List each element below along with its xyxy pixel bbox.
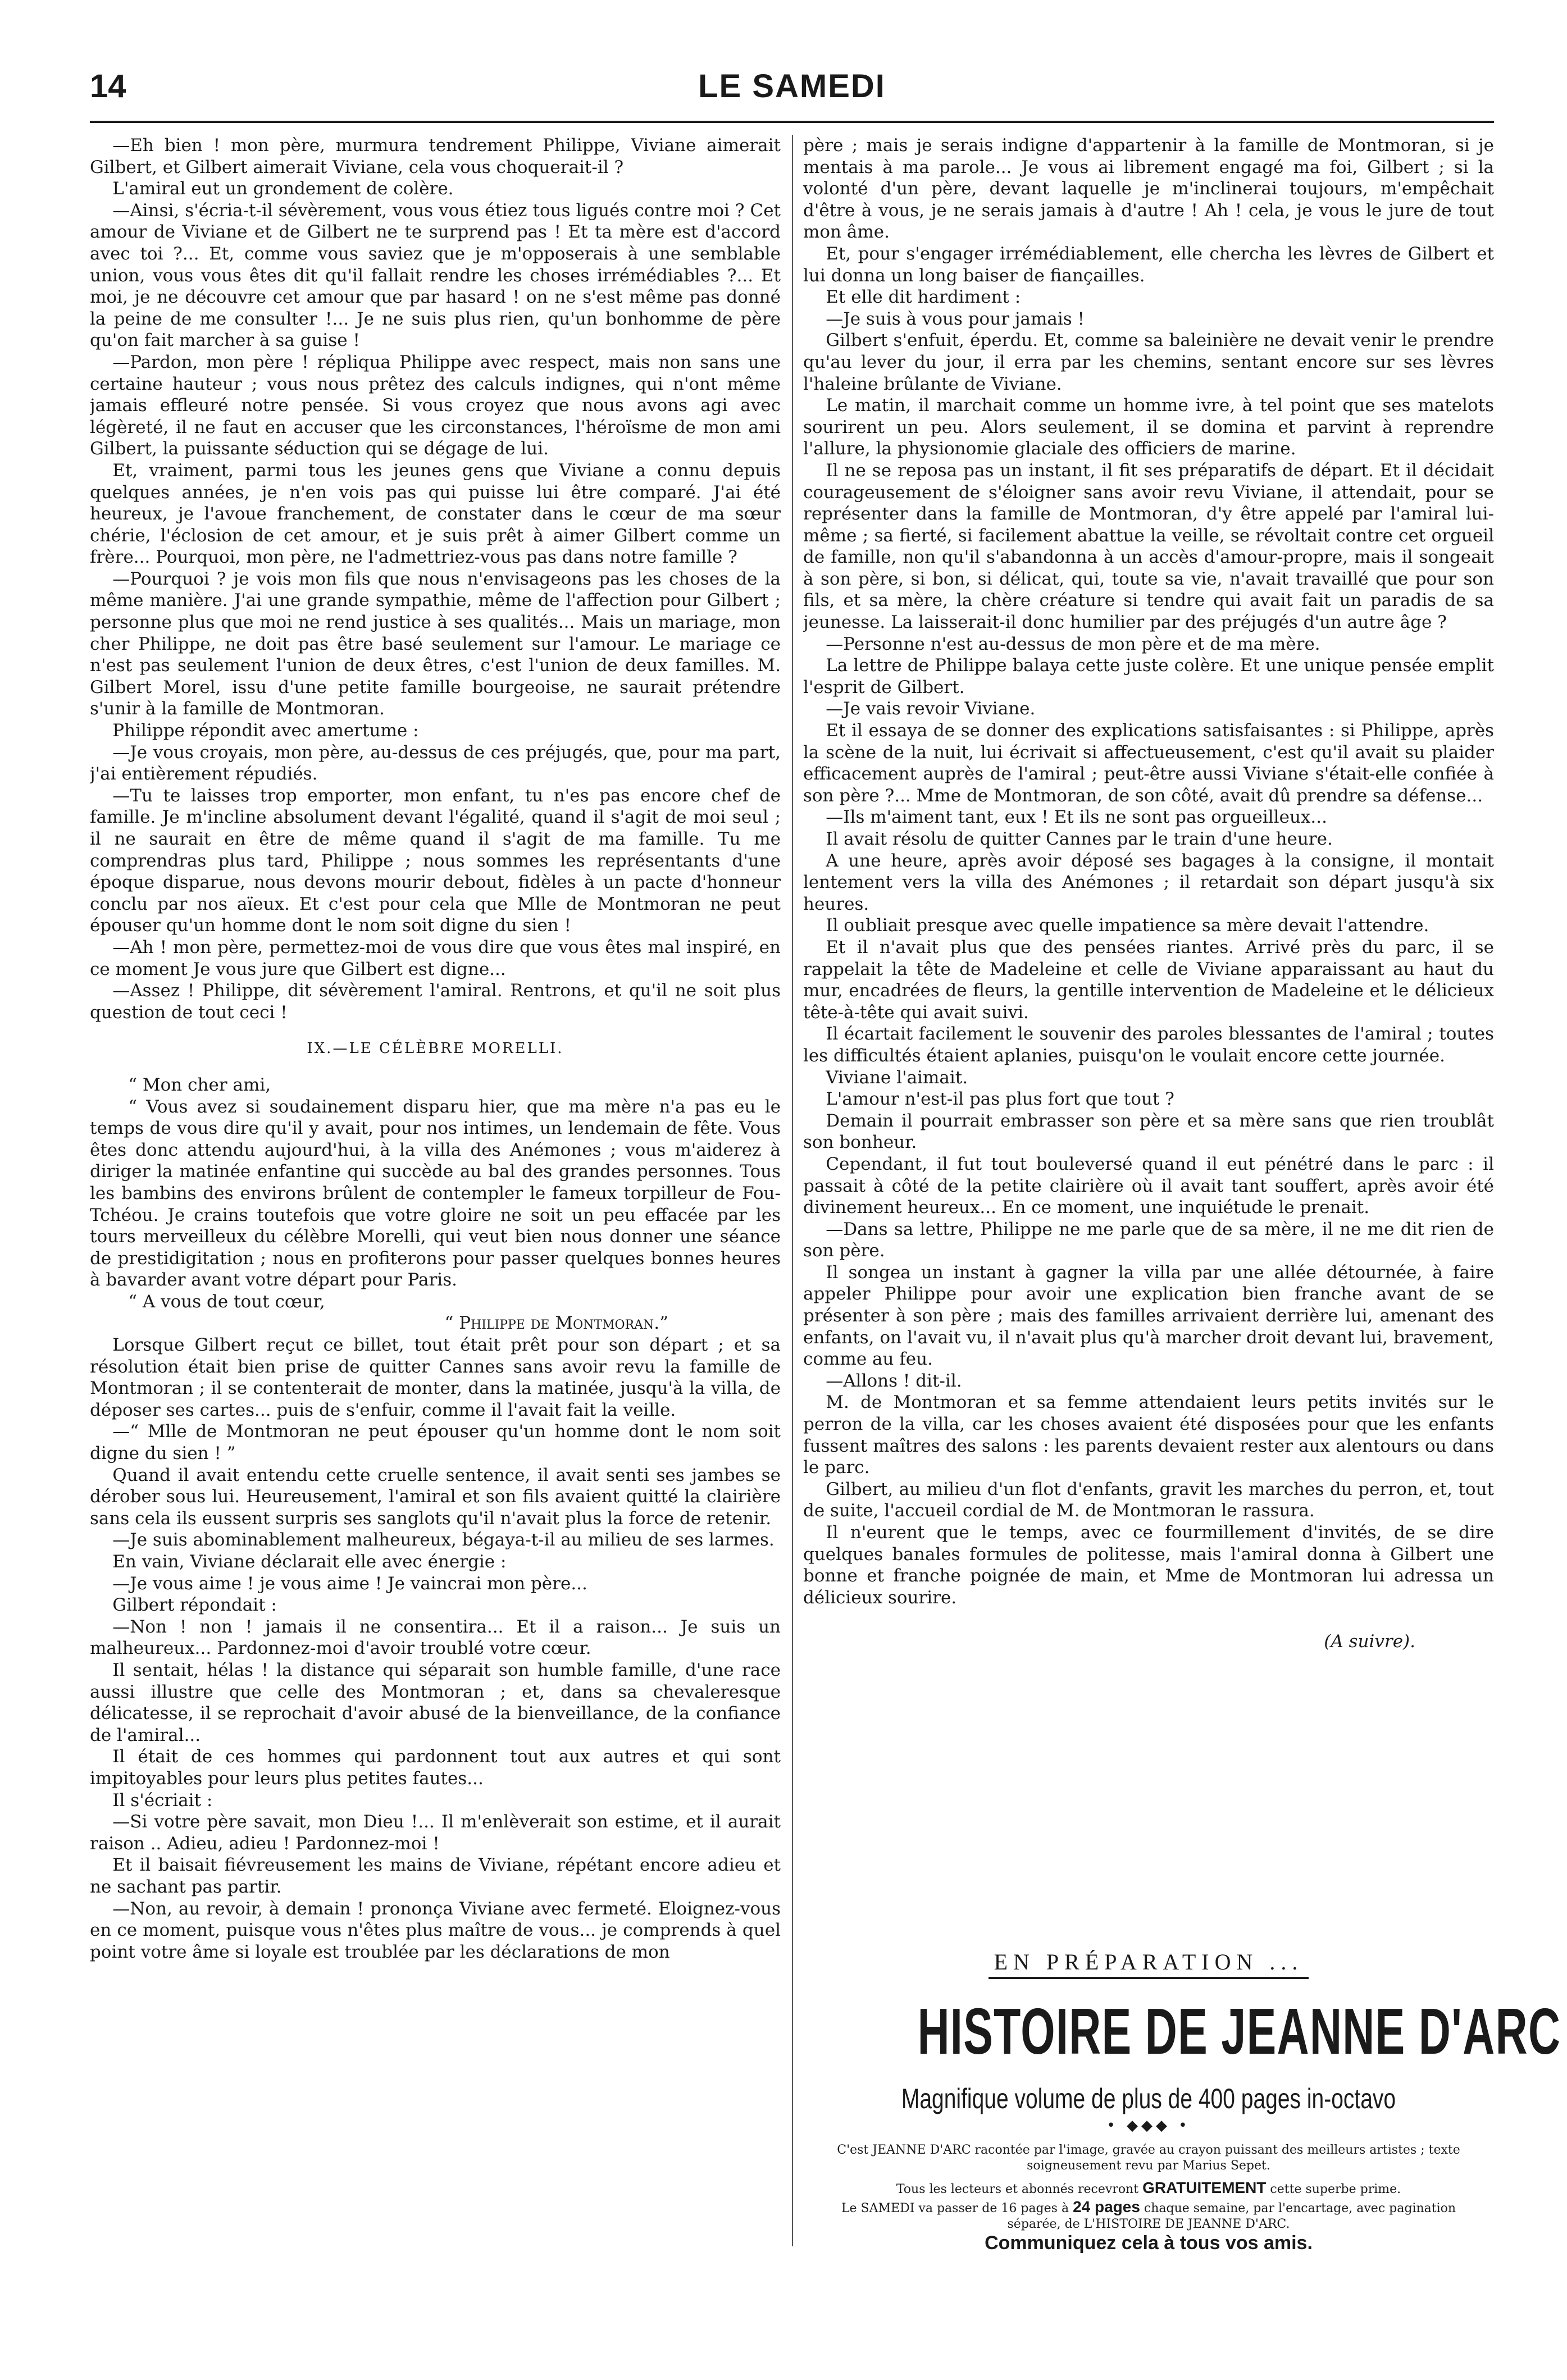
paragraph: Et elle dit hardiment :: [826, 287, 1021, 308]
ad-pages-text-a: Le SAMEDI va passer de 16 pages à: [841, 2201, 1073, 2215]
left-column: [90, 135, 781, 2269]
paragraph: —Ainsi, s'écria-t-il sévèrement, vous vous étiez tous ligués contre moi ? Cet amour de Viviane et de Gilbert ne te surprend pas ! Et ta mère est d'accord avec toi ?... Et, comme vous saviez que je m'opposerais à une semblable union, vous vous êtes dit qu'il fallait rendre les choses irrémédiables ?... Et moi, je ne découvre cet amour que par hasard ! on ne s'est même pas donné la peine de me consulter !... Je ne suis plus rien, qu'un bonhomme de père qu'on fait marcher à sa guise !: [90, 200, 781, 351]
paragraph: —Tu te laisses trop emporter, mon enfant, tu n'es pas encore chef de famille. Je m'incline absolument devant l'égalité, quand il s'agit de moi seul ; il ne saurait en être de même quand il s'agit de ma famille. Tu me comprendras plus tard, Philippe ; nous sommes les représentants d'une époque disparue, nous devons mourir debout, fidèles à un pacte d'honneur conclu par nos aïeux. Et c'est pour cela que Mlle de Montmoran ne peut épouser qu'un homme dont le nom soit digne du sien !: [90, 785, 781, 936]
paragraph: —Ils m'aiment tant, eux ! Et ils ne sont pas orgueilleux...: [826, 807, 1327, 828]
right-column: [803, 135, 1494, 1909]
ad-prime-text-b: cette superbe prime.: [1266, 2182, 1401, 2196]
paragraph: Gilbert s'enfuit, éperdu. Et, comme sa baleinière ne devait venir le prendre qu'au lever du jour, il erra par les chemins, sentant encore sur ses lèvres l'haleine brûlante de Viviane.: [803, 330, 1494, 394]
paragraph: Et il essaya de se donner des explications satisfaisantes : si Philippe, après la scène de la nuit, lui écrivait si affectueusement, c'est qu'il avait su plaider efficacement auprès de l'amiral ; peut-être aussi Viviane s'était-elle confiée à son père ?... Mme de Montmoran, de son côté, avait dû prendre sa défense...: [803, 721, 1494, 806]
paragraph: Il s'écriait :: [112, 1790, 213, 1811]
paragraph: —“ Mlle de Montmoran ne peut épouser qu'un homme dont le nom soit digne du sien ! ”: [90, 1421, 781, 1464]
ad-prime-text-a: Tous les lecteurs et abonnés recevront: [896, 2182, 1143, 2196]
paragraph: Gilbert, au milieu d'un flot d'enfants, gravit les marches du perron, et, tout de suite, l'accueil cordial de M. de Montmoran le rassura.: [803, 1479, 1494, 1521]
paragraph: Il écartait facilement le souvenir des paroles blessantes de l'amiral ; toutes les difficultés étaient aplanies, puisqu'on le voulait encore cette journée.: [803, 1024, 1494, 1066]
paragraph: —Pourquoi ? je vois mon fils que nous n'envisageons pas les choses de la même manière. J'ai une grande sympathie, même de l'affection pour Gilbert ; personne plus que moi ne rend justice à ses qualités... Mais un mariage, mon cher Philippe, ne doit pas être basé seulement sur l'amour. Le mariage ce n'est pas seulement l'union de deux êtres, c'est l'union de deux familles. M. Gilbert Morel, issu d'une petite famille bourgeoise, ne saurait prétendre s'unir à la famille de Montmoran.: [90, 568, 781, 719]
paragraph: Demain il pourrait embrasser son père et sa mère sans que rien troublât son bonheur.: [803, 1110, 1494, 1153]
paragraph: Quand il avait entendu cette cruelle sentence, il avait senti ses jambes se dérober sous lui. Heureusement, l'amiral et son fils avaient quitté la clairière sans cela ils eussent surpris ses sanglots qu'il n'avait plus la force de retenir.: [90, 1465, 781, 1529]
header-rule: [90, 121, 1494, 123]
paragraph: Il ne se reposa pas un instant, il fit ses préparatifs de départ. Et il décidait courageusement de s'éloigner sans avoir revu Viviane, il attendait, pour se représenter dans la famille de Montmoran, d'y être appelé par l'amiral lui-même ; sa fierté, si facilement abattue la veille, se révoltait contre cet orgueil de famille, non qu'il s'abandonna à un accès d'amour-propre, mais il songeait à son père, si bon, si délicat, qui, toute sa vie, n'avait travaillé que pour son fils, et sa mère, la chère créature si tendre qui avait fait un paradis de sa jeunesse. La laisserait-il donc humilier par des préjugés d'un autre âge ?: [803, 460, 1494, 633]
paragraph: La lettre de Philippe balaya cette juste colère. Et une unique pensée emplit l'esprit de Gilbert.: [803, 655, 1494, 697]
page-number: 14: [90, 68, 126, 104]
paragraph: “ Vous avez si soudainement disparu hier, que ma mère n'a pas eu le temps de vous dire qu'il y avait, pour nos intimes, un lendemain de fête. Vous êtes donc attendu aujourd'hui, à la villa des Anémones ; vous m'aiderez à diriger la matinée enfantine qui succède au bal des grandes personnes. Tous les bambins des environs brûlent de contempler le fameux torpilleur de Fou-Tchéou. Je crains toutefois que votre gloire ne soit un peu effacée par les tours merveilleux du célèbre Morelli, qui veut bien nous donner une séance de prestidigitation ; nous en profiterons pour passer quelques bonnes heures à bavarder avant votre départ pour Paris.: [90, 1096, 781, 1291]
right-column-paragraphs: [803, 135, 1494, 1608]
paragraph: —Eh bien ! mon père, murmura tendrement Philippe, Viviane aimerait Gilbert, et Gilbert aimerait Viviane, cela vous choquerait-il ?: [90, 135, 781, 177]
paragraph: Il songea un instant à gagner la villa par une allée détournée, à faire appeler Philippe pour avoir une explication bien franche avant de se présenter à son père ; mais des familles arrivaient derrière lui, amenant des enfants, on l'avait vu, il n'avait plus qu'à marcher droit devant lui, bravement, comme au feu.: [803, 1262, 1494, 1370]
chapter-heading: IX.—LE CÉLÈBRE MORELLI.: [307, 1040, 564, 1057]
paragraph: L'amour n'est-il pas plus fort que tout ?: [826, 1089, 1174, 1110]
paragraph: —Je vais revoir Viviane.: [826, 699, 1036, 719]
paragraph: —Personne n'est au-dessus de mon père et de ma mère.: [826, 633, 1320, 654]
paragraph: Il n'eurent que le temps, avec ce fourmillement d'invités, de se dire quelques banales formules de politesse, mais l'amiral donna à Gilbert une bonne et franche poignée de main, et Mme de Montmoran lui adressa un délicieux sourire.: [803, 1522, 1494, 1608]
paragraph: Viviane l'aimait.: [826, 1067, 968, 1088]
paragraph: —Non, au revoir, à demain ! prononça Viviane avec fermeté. Eloignez-vous en ce moment, puisque vous n'êtes plus maître de vous... je comprends à quel point votre âme si loyale est troublée par les déclarations de mon: [90, 1898, 781, 1962]
paragraph: “ Mon cher ami,: [128, 1074, 271, 1095]
left-column-after-paragraphs: [90, 1334, 781, 1963]
ad-pages-line: [826, 2199, 1472, 2232]
paragraph: Et, vraiment, parmi tous les jeunes gens que Viviane a connu depuis quelques années, je n'en vois pas qui puisse lui être comparé. J'ai été heureux, je l'avoue franchement, de constater dans le cœur de ma sœur chérie, l'éclosion de cet amour, et je suis prêt à aimer Gilbert comme un frère... Pourquoi, mon père, ne l'admettriez-vous pas dans notre famille ?: [90, 460, 781, 568]
paragraph: Il était de ces hommes qui pardonnent tout aux autres et qui sont impitoyables pour leurs plus petites fautes...: [90, 1747, 781, 1789]
paragraph: —Je vous aime ! je vous aime ! Je vaincrai mon père...: [112, 1573, 587, 1594]
paragraph: —Allons ! dit-il.: [826, 1370, 962, 1391]
ad-description: C'est JEANNE D'ARC racontée par l'image, gravée au crayon puissant des meilleurs artistes ; texte soigneusement revu par Marius Sepet.: [837, 2143, 1460, 2173]
paragraph: Gilbert répondait :: [112, 1595, 277, 1616]
paragraph: Lorsque Gilbert reçut ce billet, tout était prêt pour son départ ; et sa résolution était bien prise de quitter Cannes sans avoir revu la famille de Montmoran ; il se contenterait de monter, dans la matinée, jusqu'à la villa, de déposer ses cartes... puis de s'enfuir, comme il l'avait fait la veille.: [90, 1335, 781, 1420]
paragraph: père ; mais je serais indigne d'appartenir à la famille de Montmoran, si je mentais à ma parole... Je vous ai librement engagé ma foi, Gilbert ; si la volonté d'un père, devant laquelle je m'inclinerai toujours, m'empêchait d'être à vous, je ne serais jamais à d'autre ! Ah ! cela, je vous le jure de tout mon âme.: [803, 135, 1494, 243]
paragraph: A une heure, après avoir déposé ses bagages à la consigne, il montait lentement vers la villa des Anémones ; il retardait son départ jusqu'à six heures.: [803, 850, 1494, 914]
paragraph: Philippe répondit avec amertume :: [112, 721, 419, 741]
a-suivre: (A suivre).: [1324, 1631, 1415, 1652]
advertisement: [809, 1949, 1561, 2254]
paragraph: —Je suis à vous pour jamais !: [826, 308, 1085, 329]
paragraph: Cependant, il fut tout bouleversé quand il eut pénétré dans le parc : il passait à côté de la petite clairière où il avait tant souffert, après avoir été divinement heureux... En ce moment, une inquiétude le prenait.: [803, 1153, 1494, 1218]
ad-preparation: [809, 1949, 1488, 1975]
paragraph: —Si votre père savait, mon Dieu !... Il m'enlèverait son estime, et il aurait raison .. Adieu, adieu ! Pardonnez-moi !: [90, 1812, 781, 1854]
paragraph: M. de Montmoran et sa femme attendaient leurs petits invités sur le perron de la villa, car les choses avaient été disposées pour que les enfants fussent maîtres des salons : les parents devaient rester aux alentours ou dans le parc.: [803, 1392, 1494, 1478]
paragraph: Il avait résolu de quitter Cannes par le train d'une heure.: [826, 829, 1333, 849]
ad-pages-text-b: chaque semaine, par l'encartage, avec pagination séparée, de L'HISTOIRE DE JEANNE D'ARC.: [1007, 2201, 1456, 2231]
page-header: [90, 67, 1494, 118]
paragraph: L'amiral eut un grondement de colère.: [112, 179, 454, 199]
paragraph: —Assez ! Philippe, dit sévèrement l'amiral. Rentrons, et qu'il ne soit plus question de tout ceci !: [90, 981, 781, 1023]
paragraph: —Ah ! mon père, permettez-moi de vous dire que vous êtes mal inspiré, en ce moment Je vous jure que Gilbert est digne...: [90, 937, 781, 979]
paragraph: Il sentait, hélas ! la distance qui séparait son humble famille, d'une race aussi illustre que celle des Montmoran ; et, dans sa chevaleresque délicatesse, il se reprochait d'avoir abusé de la bienveillance, de la confiance de l'amiral...: [90, 1659, 781, 1745]
ad-prime-line: [826, 2180, 1472, 2197]
paragraph: —Dans sa lettre, Philippe ne me parle que de sa mère, il ne me dit rien de son père.: [803, 1219, 1494, 1261]
ad-24-pages: 24 pages: [1073, 2198, 1140, 2215]
ad-gratuitement: GRATUITEMENT: [1142, 2179, 1267, 2196]
ad-ornament: • ◆◆◆ •: [1106, 2117, 1191, 2134]
paragraph: —Je suis abominablement malheureux, bégaya-t-il au milieu de ses larmes.: [112, 1530, 775, 1551]
paragraph: Et il n'avait plus que des pensées riantes. Arrivé près du parc, il se rappelait la tête de Madeleine et celle de Viviane apparaissant au haut du mur, encadrées de fleurs, la gentille intervention de Madeleine et le délicieux tête-à-tête qui avait suivi.: [803, 937, 1494, 1023]
paragraph: Et il baisait fiévreusement les mains de Viviane, répétant encore adieu et ne sachant pas partir.: [90, 1855, 781, 1897]
ad-subtitle: Magnifique volume de plus de 400 pages in-octavo: [901, 2083, 1396, 2114]
paragraph: Et, pour s'engager irrémédiablement, elle chercha les lèvres de Gilbert et lui donna un long baiser de fiançailles.: [803, 243, 1494, 286]
column-divider: [792, 135, 793, 2246]
letter-signature: “ Philippe de Montmoran.”: [444, 1313, 668, 1334]
left-column-paragraphs: [90, 135, 781, 1023]
paragraph: —Je vous croyais, mon père, au-dessus de ces préjugés, que, pour ma part, j'ai entièrement répudiés.: [90, 742, 781, 785]
journal-title: LE SAMEDI: [698, 68, 886, 104]
paragraph: —Pardon, mon père ! répliqua Philippe avec respect, mais non sans une certaine hauteur ; vous nous prêtez des calculs indignes, qui n'ont même jamais effleuré notre pensée. Si vous croyez que nous avons agi avec légèreté, il ne faut en accuser que les circonstances, l'héroïsme de mon ami Gilbert, la puissante séduction qui se dégage de lui.: [90, 352, 781, 459]
paragraph: Il oubliait presque avec quelle impatience sa mère devait l'attendre.: [826, 915, 1429, 936]
paragraph: —Non ! non ! jamais il ne consentira... Et il a raison... Je suis un malheureux... Pardonnez-moi d'avoir troublé votre cœur.: [90, 1616, 781, 1659]
letter-paragraphs: [90, 1074, 781, 1313]
ad-title: HISTOIRE DE JEANNE D'ARC: [917, 1995, 1561, 2068]
paragraph: “ A vous de tout cœur,: [128, 1291, 325, 1312]
ad-footer: Communiquez cela à tous vos amis.: [985, 2232, 1313, 2254]
paragraph: Le matin, il marchait comme un homme ivre, à tel point que ses matelots sourirent un peu. Alors seulement, il se domina et parvint à reprendre l'allure, la physionomie glaciale des officiers de marine.: [803, 395, 1494, 459]
ad-preparation-text: EN PRÉPARATION ...: [989, 1949, 1309, 1979]
paragraph: En vain, Viviane déclarait elle avec énergie :: [112, 1552, 507, 1572]
